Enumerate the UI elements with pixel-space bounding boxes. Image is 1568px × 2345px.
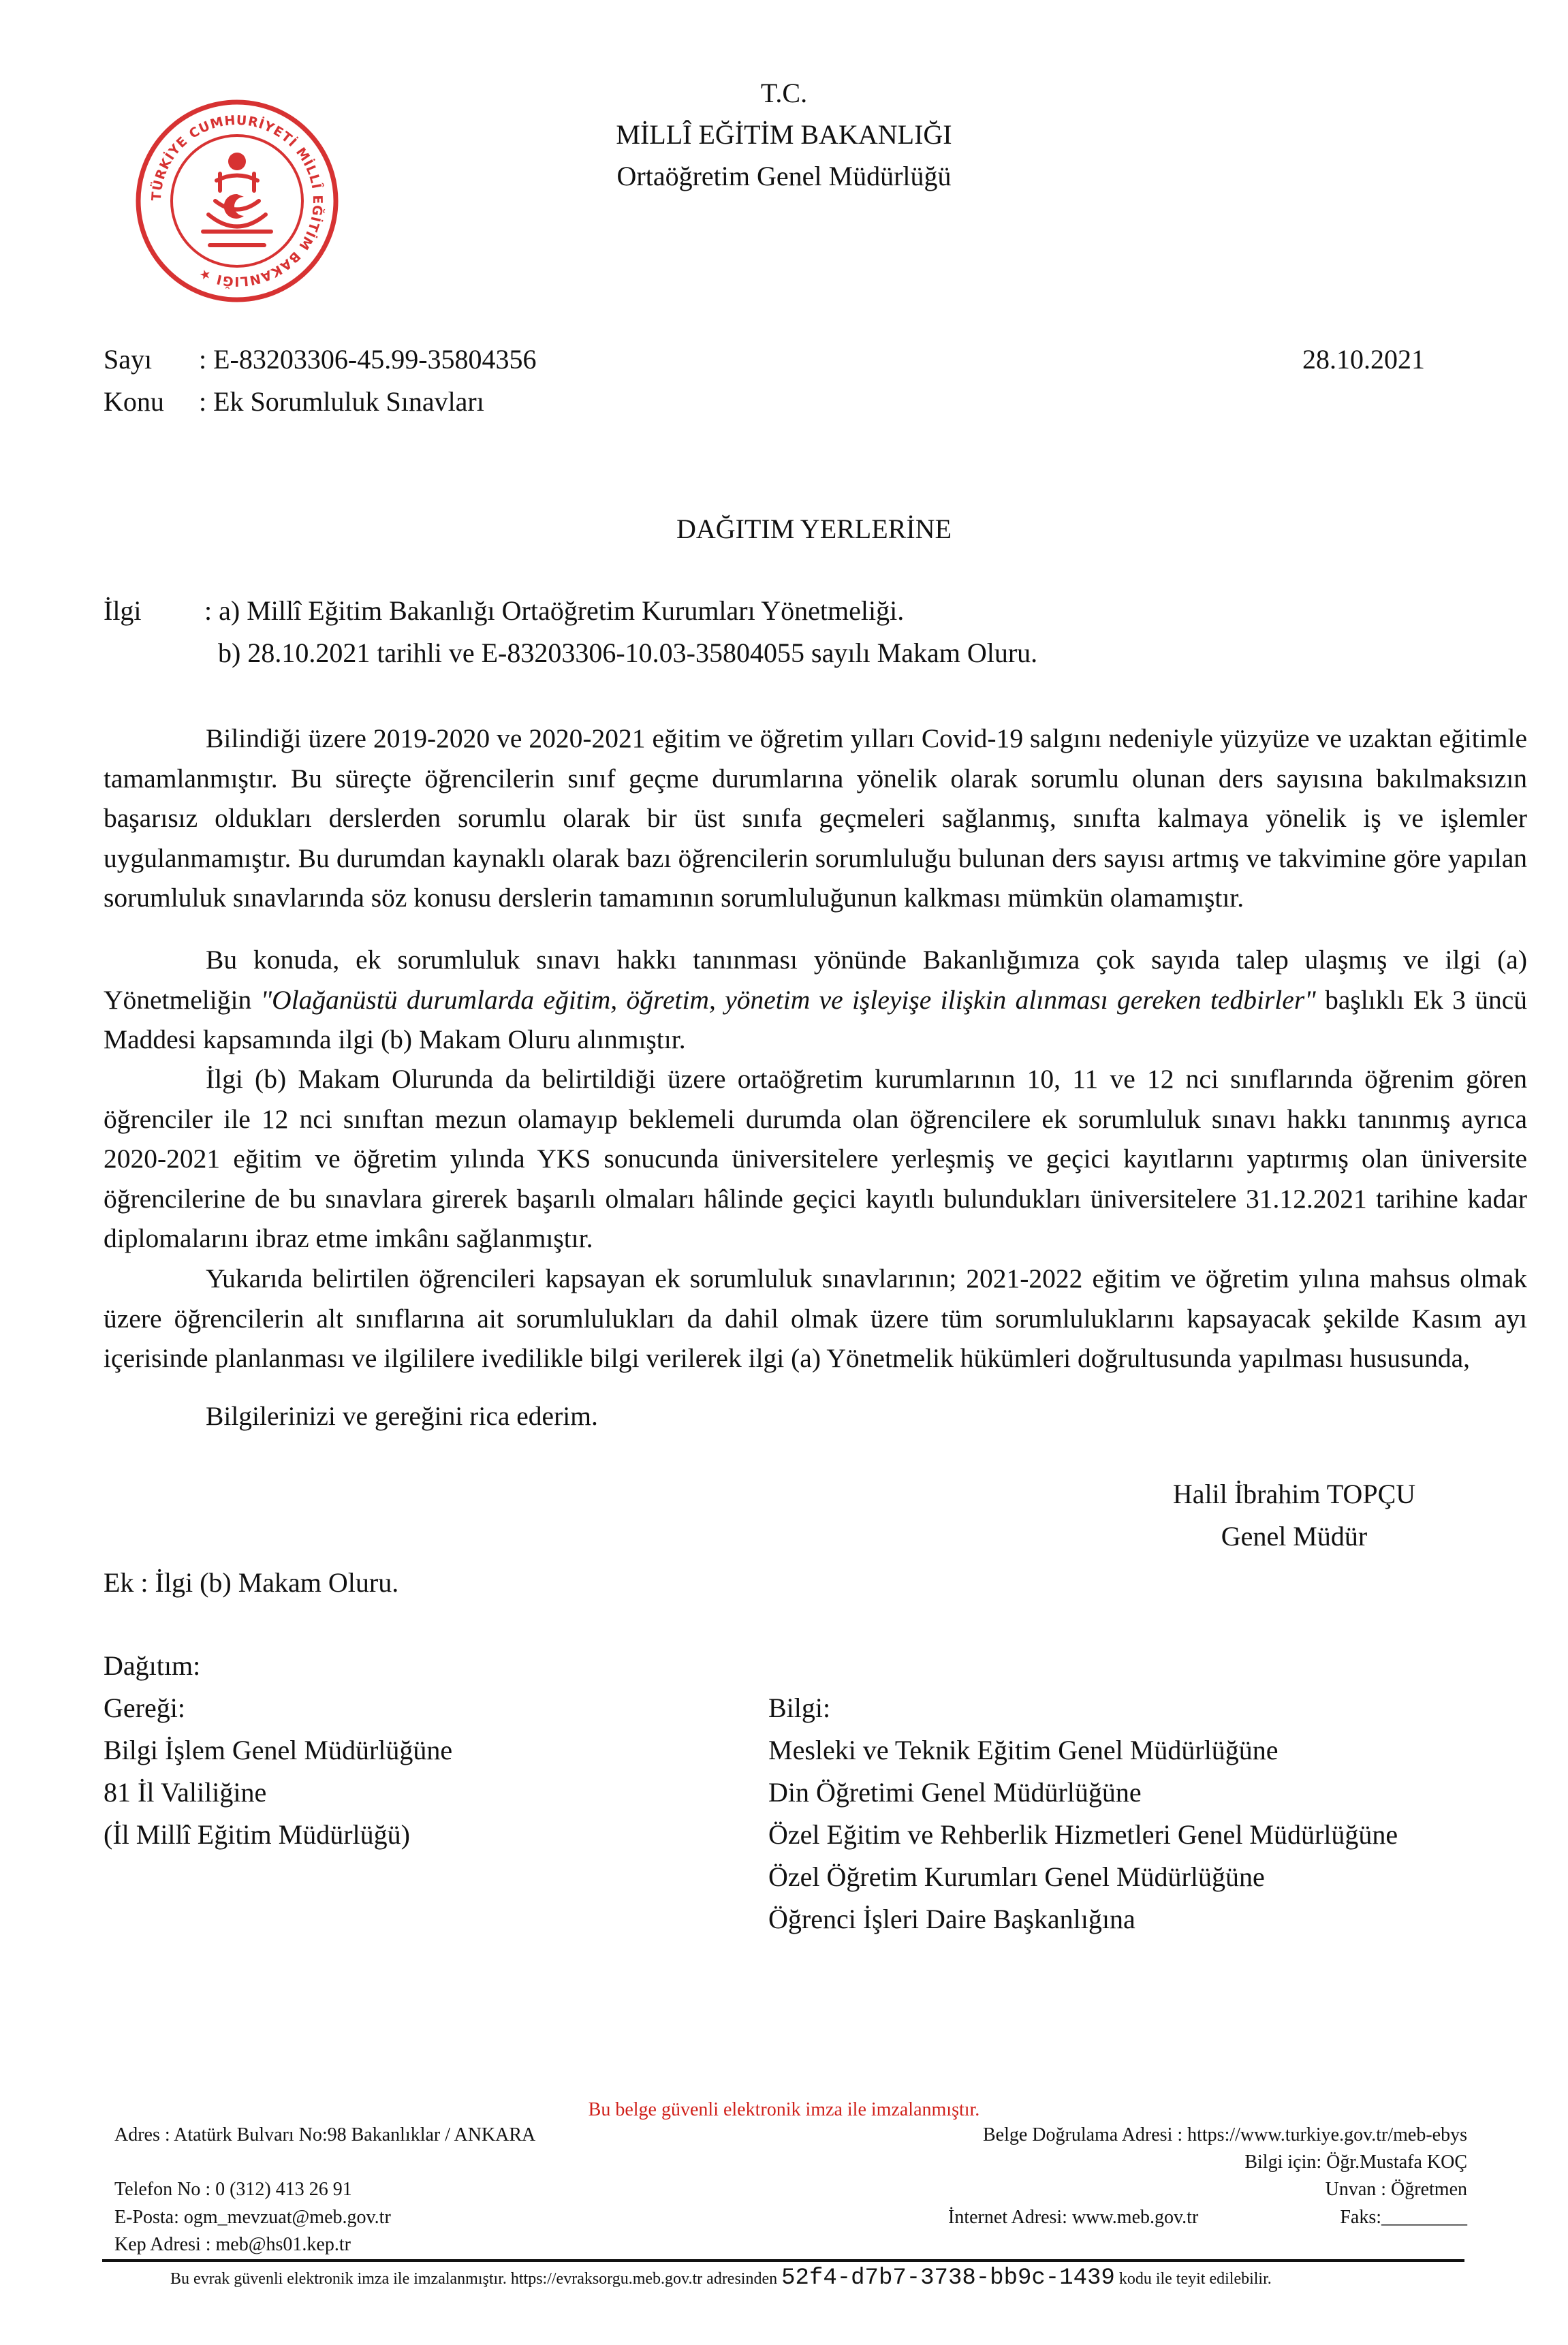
document-date: 28.10.2021 bbox=[1302, 344, 1425, 375]
paragraph-2-part-b: başlıklı Ek 3 üncü Maddesi kapsamında ilgi (b) Makam Oluru alınmıştır. bbox=[104, 984, 1527, 1054]
header-tc: T.C. bbox=[760, 78, 808, 108]
esign-notice: Bu belge güvenli elektronik imza ile imzalanmıştır. bbox=[588, 2099, 980, 2120]
footer-info-contact: Bilgi için: Öğr.Mustafa KOÇ bbox=[1244, 2152, 1467, 2173]
signatory-name: Halil İbrahim TOPÇU bbox=[1172, 1479, 1416, 1509]
signatory-title: Genel Müdür bbox=[1221, 1521, 1368, 1552]
footer-phone: Telefon No : 0 (312) 413 26 91 bbox=[114, 2179, 352, 2200]
ilgi-label: İlgi bbox=[104, 595, 142, 626]
gerei-item-2: 81 İl Valiliğine bbox=[104, 1777, 267, 1808]
verification-text-post: kodu ile teyit edilebilir. bbox=[1118, 2270, 1272, 2288]
paragraph-2 bbox=[104, 940, 1527, 1060]
bilgi-item-2: Din Öğretimi Genel Müdürlüğüne bbox=[768, 1777, 1142, 1808]
gerei-item-3: (İl Millî Eğitim Müdürlüğü) bbox=[104, 1819, 410, 1850]
svg-text:TÜRKİYE CUMHURİYETİ MİLLÎ EĞİT: TÜRKİYE CUMHURİYETİ MİLLÎ EĞİTİM BAKANLIĞI ★ bbox=[148, 112, 326, 289]
attachment-line: Ek : İlgi (b) Makam Oluru. bbox=[104, 1567, 399, 1598]
ilgi-b: b) 28.10.2021 tarihli ve E-83203306-10.03-35804055 sayılı Makam Oluru. bbox=[218, 638, 1038, 668]
gerei-label: Gereği: bbox=[104, 1693, 185, 1723]
footer-kep: Kep Adresi : meb@hs01.kep.tr bbox=[114, 2234, 351, 2255]
addressee-title: DAĞITIM YERLERİNE bbox=[676, 514, 952, 544]
header-ministry: MİLLÎ EĞİTİM BAKANLIĞI bbox=[616, 119, 952, 150]
sayi-value: : E-83203306-45.99-35804356 bbox=[199, 344, 537, 375]
paragraph-5: Bilgilerinizi ve gereğini rica ederim. bbox=[206, 1401, 598, 1431]
footer-divider bbox=[102, 2259, 1464, 2262]
footer-address: Adres : Atatürk Bulvarı No:98 Bakanlıklar / ANKARA bbox=[114, 2124, 536, 2145]
paragraph-2-italic-quote: "Olağanüstü durumlarda eğitim, öğretim, yönetim ve işleyişe ilişkin alınması gereken tedbirler" bbox=[260, 984, 1316, 1015]
sayi-label: Sayı bbox=[104, 344, 153, 375]
bilgi-item-3: Özel Eğitim ve Rehberlik Hizmetleri Genel Müdürlüğüne bbox=[768, 1819, 1398, 1850]
paragraph-4: Yukarıda belirtilen öğrencileri kapsayan ek sorumluluk sınavlarının; 2021-2022 eğitim ve öğretim yılına mahsus olmak üzere öğrencilerin alt sınıflarına ait sorumlulukları da dahil olmak üzere tüm sorumluluklarını kapsayacak şekilde Kasım ayı içerisinde planlanması ve ilgililere ivedilikle bilgi verilerek ilgi (a) Yönetmelik hükümleri doğrultusunda yapılması hususunda, bbox=[104, 1263, 1527, 1373]
footer-unvan: Unvan : Öğretmen bbox=[1325, 2179, 1467, 2200]
ilgi-a: : a) Millî Eğitim Bakanlığı Ortaöğretim Kurumları Yönetmeliği. bbox=[204, 595, 905, 626]
verification-code: 52f4-d7b7-3738-bb9c-1439 bbox=[781, 2265, 1115, 2291]
bilgi-item-1: Mesleki ve Teknik Eğitim Genel Müdürlüğüne bbox=[768, 1735, 1279, 1765]
bilgi-label: Bilgi: bbox=[768, 1693, 831, 1723]
paragraph-3: İlgi (b) Makam Olurunda da belirtildiği üzere ortaöğretim kurumlarının 10, 11 ve 12 nci sınıflarında öğrenim gören öğrenciler ile 12 nci sınıftan mezun olamayıp beklemeli durumda olan öğrencilere ek sorumluluk sınavı hakkı tanınmış ayrıca 2020-2021 eğitim ve öğretim yılında YKS sonucunda üniversitelere yerleşmiş ve geçici kayıtlarını yaptırmış olan üniversite öğrencilerine de bu sınavlara girerek başarılı olmaları hâlinde geçici kayıtlı bulundukları üniversitelere 31.12.2021 tarihine kadar diplomalarını ibraz etme imkânı sağlanmıştır. bbox=[104, 1064, 1527, 1253]
verification-text-pre: Bu evrak güvenli elektronik imza ile imzalanmıştır. https://evraksorgu.meb.gov.tr adresinden bbox=[170, 2270, 778, 2288]
header-directorate: Ortaöğretim Genel Müdürlüğü bbox=[616, 161, 952, 191]
distribution-heading: Dağıtım: bbox=[104, 1650, 201, 1681]
paragraph-2-part-a: Bu konuda, ek sorumluluk sınavı hakkı tanınması yönünde Bakanlığımıza çok sayıda talep ulaşmış ve ilgi (a) Yönetmeliğin bbox=[104, 945, 1527, 1015]
konu-label: Konu bbox=[104, 386, 164, 417]
footer-verification-line bbox=[170, 2263, 1272, 2294]
bilgi-item-5: Öğrenci İşleri Daire Başkanlığına bbox=[768, 1904, 1135, 1934]
footer-website[interactable]: İnternet Adresi: www.meb.gov.tr bbox=[948, 2207, 1199, 2228]
konu-value: : Ek Sorumluluk Sınavları bbox=[199, 386, 484, 417]
bilgi-item-4: Özel Öğretim Kurumları Genel Müdürlüğüne bbox=[768, 1861, 1265, 1892]
paragraph-1: Bilindiği üzere 2019-2020 ve 2020-2021 eğitim ve öğretim yılları Covid-19 salgını nedeniyle yüzyüze ve uzaktan eğitimle tamamlanmıştır. Bu süreçte öğrencilerin sınıf geçme durumlarına yönelik olarak sorumlu olunan ders sayısına bakılmaksızın başarısız oldukları derslerden sorumlu olarak bir üst sınıfa geçmeleri sağlanmış, sınıfta kalmaya yönelik iş ve işlemler uygulanmamıştır. Bu durumdan kaynaklı olarak bazı öğrencilerin sorumluluğu bulunan ders sayısı artmış ve takvimine göre yapılan sorumluluk sınavlarında söz konusu derslerin tamamının sorumluluğunun kalkması mümkün olamamıştır. bbox=[104, 723, 1527, 913]
footer-email[interactable]: E-Posta: ogm_mevzuat@meb.gov.tr bbox=[114, 2207, 391, 2228]
footer-verify-url[interactable]: Belge Doğrulama Adresi : https://www.turkiye.gov.tr/meb-ebys bbox=[982, 2124, 1467, 2145]
gerei-item-1: Bilgi İşlem Genel Müdürlüğüne bbox=[104, 1735, 453, 1765]
footer-fax: Faks:_________ bbox=[1340, 2207, 1467, 2228]
